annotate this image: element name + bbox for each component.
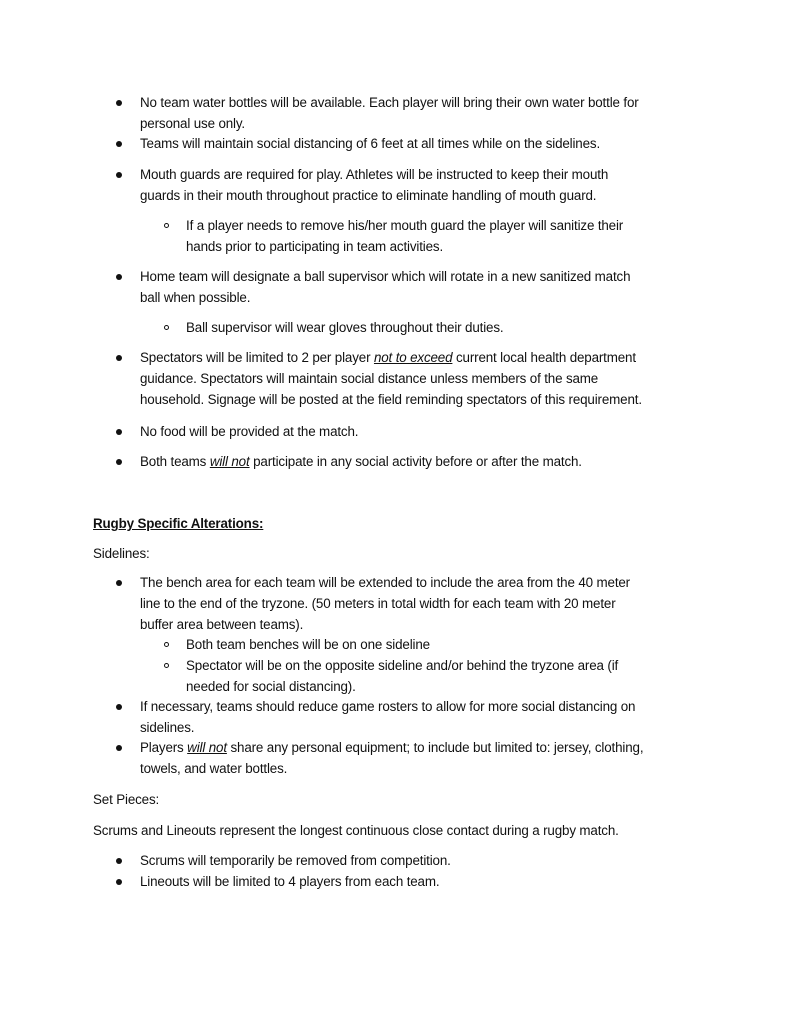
circle-bullet-icon [164,223,169,228]
list-item-text: towels, and water bottles. [140,761,288,776]
list-item-text: Scrums will temporarily be removed from competition. [140,853,451,868]
sub-item-text: Spectator will be on the opposite sideline and/or behind the tryzone area (if [186,658,619,673]
list-item-text: Home team will designate a ball supervisor which will rotate in a new sanitized match [140,269,631,284]
bullet-icon [116,274,122,280]
bullet-icon [116,355,122,361]
sub-item-text: Both team benches will be on one sideline [186,637,430,652]
text-run: Players [140,740,188,755]
list-item-text: No food will be provided at the match. [140,424,359,439]
list-item-text: Lineouts will be limited to 4 players from each team. [140,874,440,889]
subsection-label-set-pieces: Set Pieces: [93,792,160,807]
list-item-text: ball when possible. [140,290,251,305]
list-item-text [140,350,636,366]
list-item-text [140,454,582,470]
text-run: Spectators will be limited to 2 per player [140,350,374,365]
emphasized-text: will not [187,740,227,755]
bullet-icon [116,172,122,178]
section-heading: Rugby Specific Alterations: [93,516,264,531]
bullet-icon [116,858,122,864]
list-item-text: No team water bottles will be available. Each player will bring their own water bottle for [140,95,639,110]
bullet-icon [116,100,122,106]
bullet-icon [116,141,122,147]
sub-item-text: If a player needs to remove his/her mouth guard the player will sanitize their [186,218,624,233]
text-run: current local health department [452,350,636,365]
subsection-label-sidelines: Sidelines: [93,546,150,561]
list-item-text: The bench area for each team will be extended to include the area from the 40 meter [140,575,630,590]
circle-bullet-icon [164,325,169,330]
list-item-text: guidance. Spectators will maintain social distance unless members of the same [140,371,599,386]
list-item-text: household. Signage will be posted at the field reminding spectators of this requirement. [140,392,642,407]
bullet-icon [116,745,122,751]
list-item-text: buffer area between teams). [140,617,304,632]
list-item-text: If necessary, teams should reduce game rosters to allow for more social distancing on [140,699,636,714]
list-item-text: personal use only. [140,116,245,131]
bullet-icon [116,580,122,586]
bullet-icon [116,459,122,465]
bullet-icon [116,429,122,435]
circle-bullet-icon [164,663,169,668]
list-item-text: line to the end of the tryzone. (50 meters in total width for each team with 20 meter [140,596,616,611]
text-run: Both teams [140,454,210,469]
text-run: participate in any social activity before or after the match. [249,454,582,469]
list-item-text: Teams will maintain social distancing of 6 feet at all times while on the sidelines. [140,136,601,151]
sub-item-text: needed for social distancing). [186,679,356,694]
emphasized-text: not to exceed [373,350,453,365]
emphasized-text: will not [209,454,250,469]
set-pieces-intro: Scrums and Lineouts represent the longest continuous close contact during a rugby match. [93,823,619,838]
text-run: share any personal equipment; to include but limited to: jersey, clothing, [226,740,644,755]
list-item-text [140,740,643,756]
circle-bullet-icon [164,642,169,647]
sub-item-text: hands prior to participating in team activities. [186,239,444,254]
bullet-icon [116,879,122,885]
list-item-text: sidelines. [140,720,195,735]
bullet-icon [116,704,122,710]
list-item-text: Mouth guards are required for play. Athletes will be instructed to keep their mouth [140,167,609,182]
list-item-text: guards in their mouth throughout practice to eliminate handling of mouth guard. [140,188,597,203]
sub-item-text: Ball supervisor will wear gloves throughout their duties. [186,320,504,335]
